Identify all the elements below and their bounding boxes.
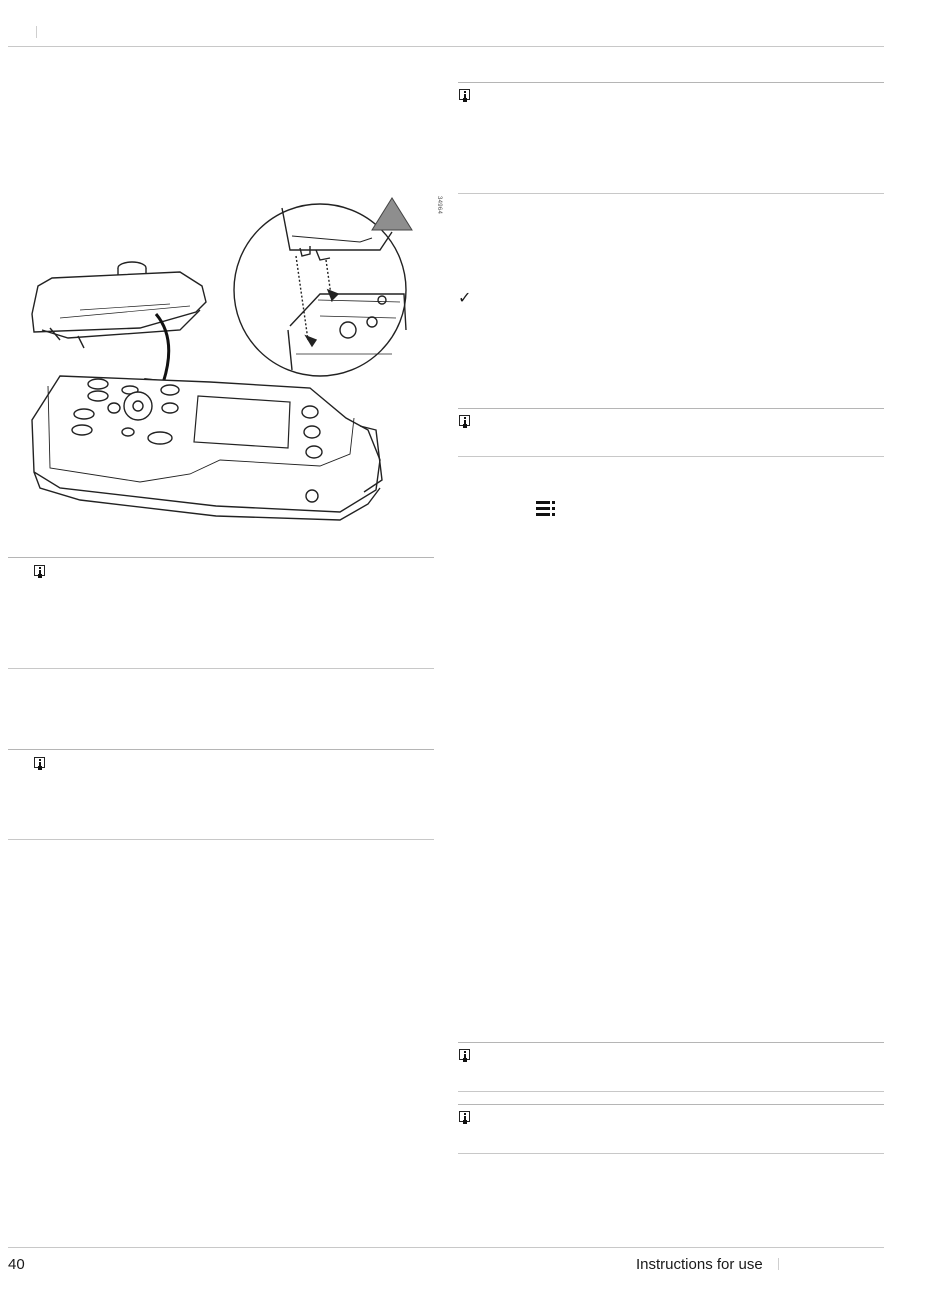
left-rule-1: [8, 557, 434, 558]
right-rule-1: [458, 82, 884, 83]
header-tick: [36, 26, 37, 38]
menu-list-icon: [536, 501, 558, 519]
page-number: 40: [8, 1256, 25, 1273]
left-rule-3: [8, 749, 434, 750]
info-icon: [459, 1111, 470, 1122]
header-rule: [8, 46, 884, 47]
info-icon: [34, 757, 45, 768]
figure-code: 34964: [436, 196, 442, 215]
device-illustration: [20, 190, 440, 530]
right-rule-2: [458, 193, 884, 194]
device-body: [32, 376, 382, 520]
install-arrow-icon: [156, 314, 169, 386]
info-icon: [459, 415, 470, 426]
removed-cover: [32, 262, 206, 348]
footer-title: Instructions for use: [636, 1256, 763, 1273]
right-rule-4: [458, 456, 884, 457]
warning-triangle-icon: [372, 198, 412, 230]
info-icon: [459, 1049, 470, 1060]
check-icon: ✓: [458, 288, 472, 307]
info-icon: [34, 565, 45, 576]
right-rule-3: [458, 408, 884, 409]
right-rule-8: [458, 1153, 884, 1154]
right-rule-5: [458, 1042, 884, 1043]
right-rule-7: [458, 1104, 884, 1105]
left-rule-4: [8, 839, 434, 840]
left-rule-2: [8, 668, 434, 669]
footer-tick: [778, 1258, 779, 1270]
info-icon: [459, 89, 470, 100]
right-rule-6: [458, 1091, 884, 1092]
footer-rule: [8, 1247, 884, 1248]
